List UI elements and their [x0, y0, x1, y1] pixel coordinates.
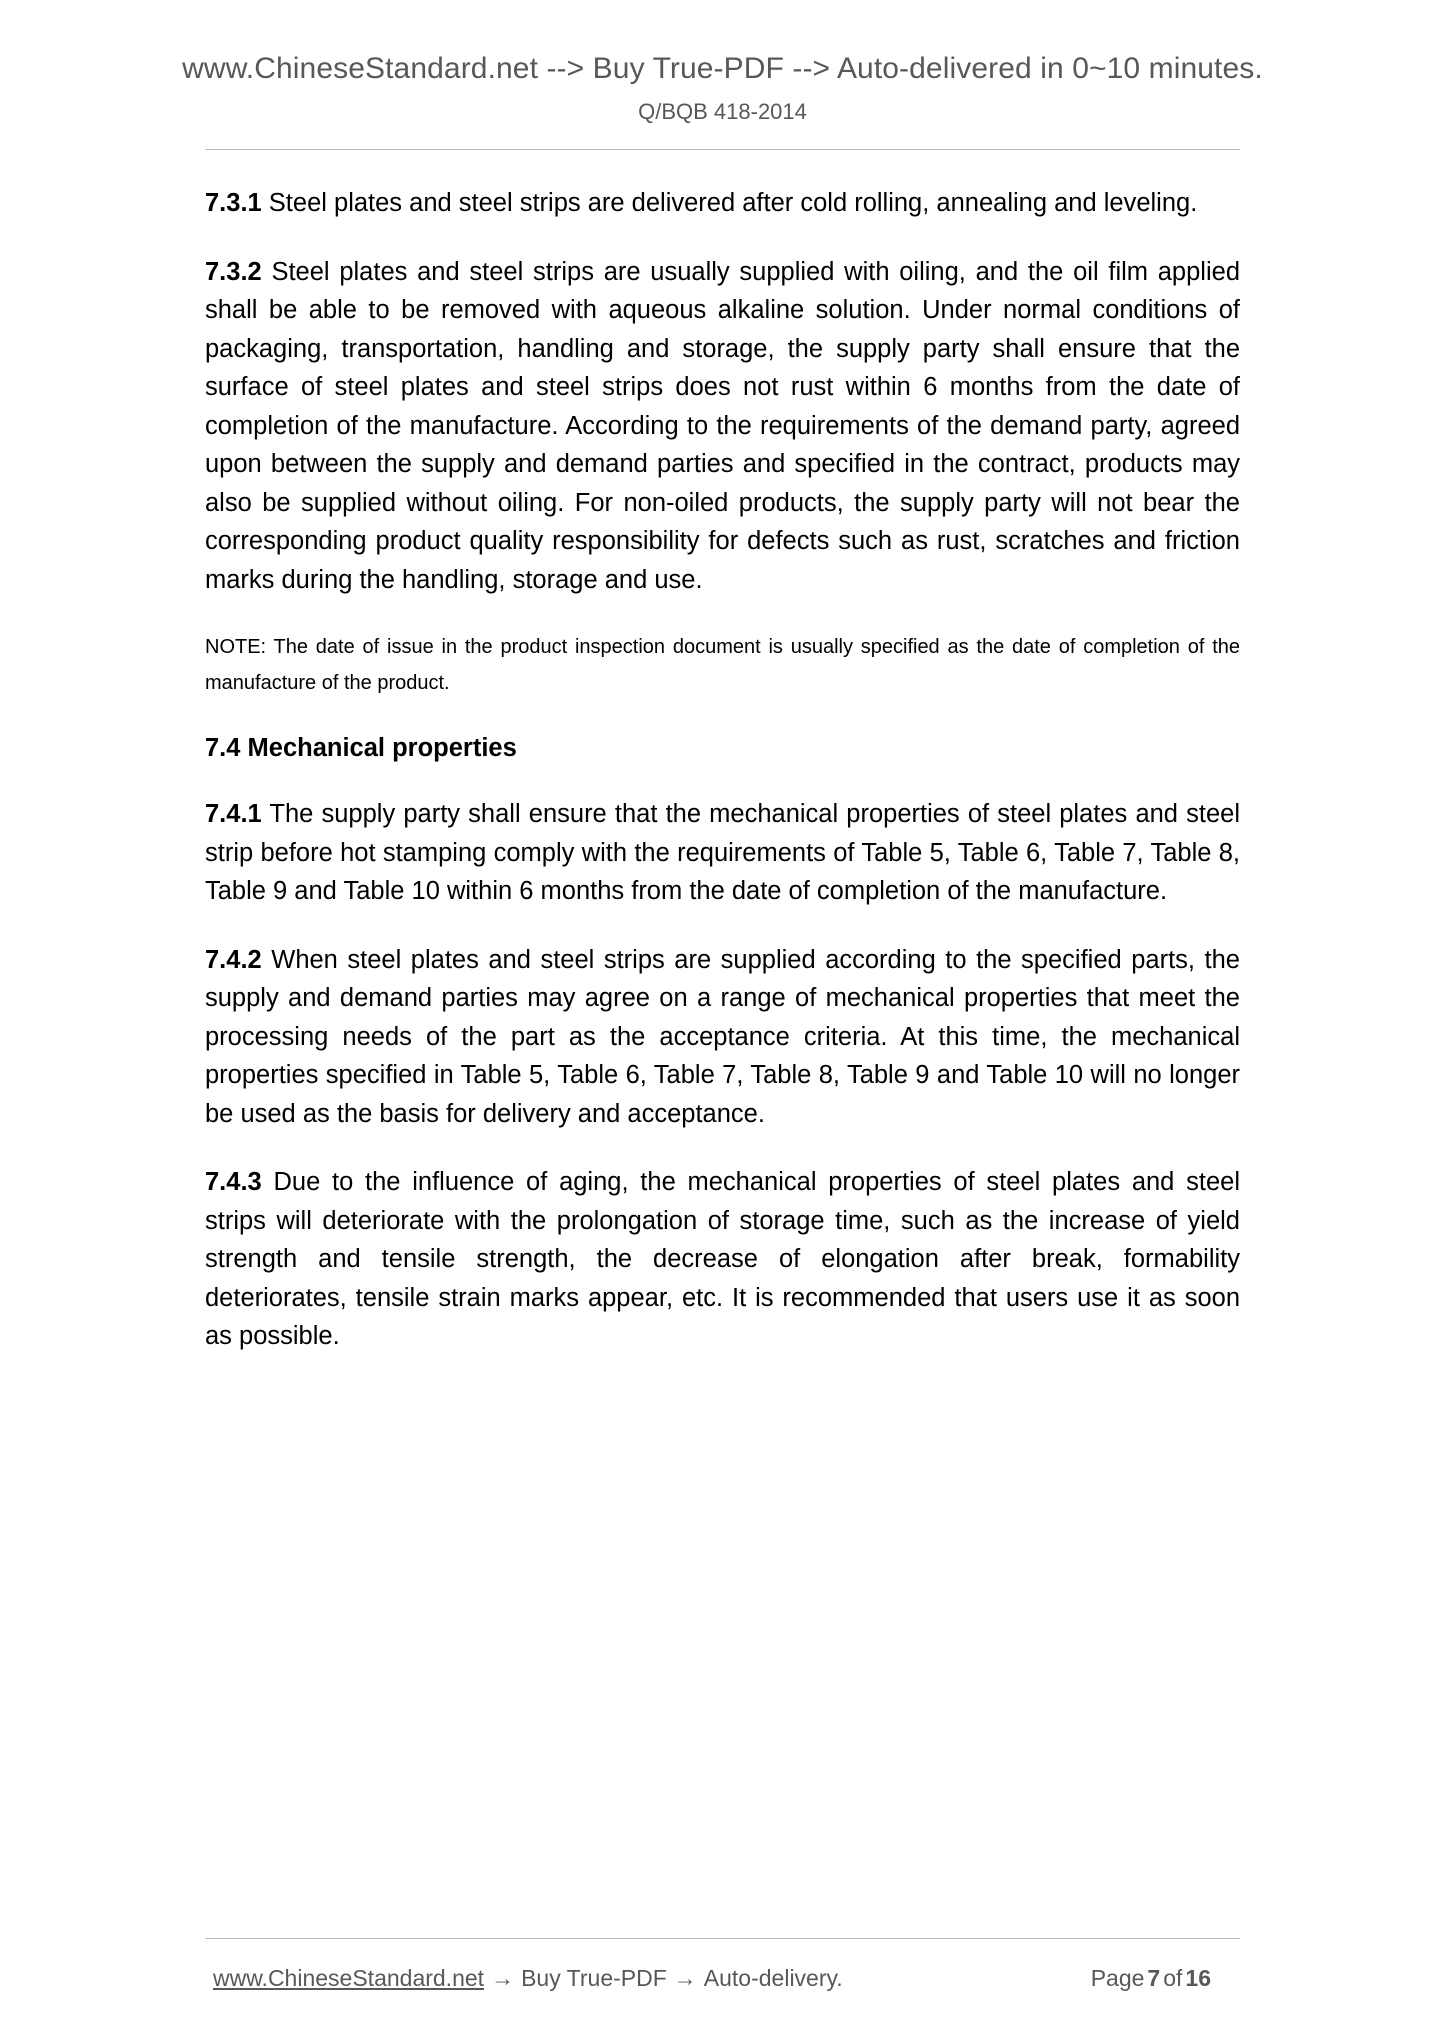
standard-number: Q/BQB 418-2014: [638, 99, 807, 124]
clause-number-7-3-1: 7.3.1: [205, 189, 262, 217]
clause-number-7-4-2: 7.4.2: [205, 945, 262, 974]
arrow-right-icon-2: →: [673, 1965, 697, 1991]
promo-banner: www.ChineseStandard.net --> Buy True-PDF --> Auto-delivered in 0~10 minutes.: [182, 52, 1263, 85]
of-label: of: [1163, 1965, 1183, 1991]
footer-site-link[interactable]: www.ChineseStandard.net: [213, 1965, 485, 1991]
clause-7-3-2: [205, 253, 1240, 600]
clause-text-7-4-1: The supply party shall ensure that the mechanical properties of steel plates and steel strip before hot stamping comply with the requirements of Table 5, Table 6, Table 7, Table 8, Table 9 and Table 10 within 6 months from the date of completion of the manufacture.: [205, 800, 1240, 905]
footer-row: [205, 1965, 1240, 1992]
arrow-right-icon: →: [491, 1965, 515, 1991]
clause-number-7-4-3: 7.4.3: [205, 1168, 262, 1196]
clause-text-7-4-2: When steel plates and steel strips are supplied according to the specified parts, the supply and demand parties may agree on a range of mechanical properties that meet the processing needs of the part as the acceptance criteria. At this time, the mechanical properties specified in Table 5, Table 6, Table 7, Table 8, Table 9 and Table 10 will no longer be used as the basis for delivery and acceptance.: [205, 945, 1240, 1128]
note-paragraph: NOTE: The date of issue in the product inspection document is usually specified as the date of completion of the manufacture of the product.: [205, 636, 1240, 694]
footer-promo: [213, 1965, 843, 1992]
clause-7-4-3: [205, 1163, 1240, 1356]
total-pages: 16: [1185, 1965, 1211, 1991]
page-footer: [0, 1938, 1445, 1992]
footer-divider: [205, 1938, 1240, 1939]
clause-number-7-4-1: 7.4.1: [205, 800, 262, 828]
page-label: Page: [1090, 1965, 1145, 1991]
page-number: 7: [1147, 1965, 1161, 1991]
clause-7-3-1: [205, 184, 1240, 223]
document-body: [205, 150, 1240, 1356]
clause-text-7-3-2: Steel plates and steel strips are usually supplied with oiling, and the oil film applied shall be able to be removed with aqueous alkaline solution. Under normal conditions of packaging, transportation, handling and storage, the supply party shall ensure that the surface of steel plates and steel strips does not rust within 6 months from the date of completion of the manufacture. According to the requirements of the demand party, agreed upon between the supply and demand parties and specified in the contract, products may also be supplied without oiling. For non-oiled products, the supply party will not bear the corresponding product quality responsibility for defects such as rust, scratches and friction marks during the handling, storage and use.: [205, 257, 1240, 594]
clause-number-7-3-2: 7.3.2: [205, 257, 262, 286]
footer-delivery-text: Auto-delivery.: [703, 1965, 843, 1991]
clause-text-7-3-1: Steel plates and steel strips are delivered after cold rolling, annealing and leveling.: [261, 189, 1198, 217]
clause-7-4-2: [205, 941, 1240, 1134]
page-header: [0, 0, 1445, 150]
clause-7-4-1: [205, 795, 1240, 911]
section-heading-7-4: 7.4 Mechanical properties: [205, 734, 517, 762]
page-indicator: [1091, 1965, 1214, 1992]
clause-text-7-4-3: Due to the influence of aging, the mechanical properties of steel plates and steel strips will deteriorate with the prolongation of storage time, such as the increase of yield strength and tensile strength, the decrease of elongation after break, formability deteriorates, tensile strain marks appear, etc. It is recommended that users use it as soon as possible.: [205, 1168, 1240, 1350]
footer-buy-text: Buy True-PDF: [521, 1965, 667, 1991]
